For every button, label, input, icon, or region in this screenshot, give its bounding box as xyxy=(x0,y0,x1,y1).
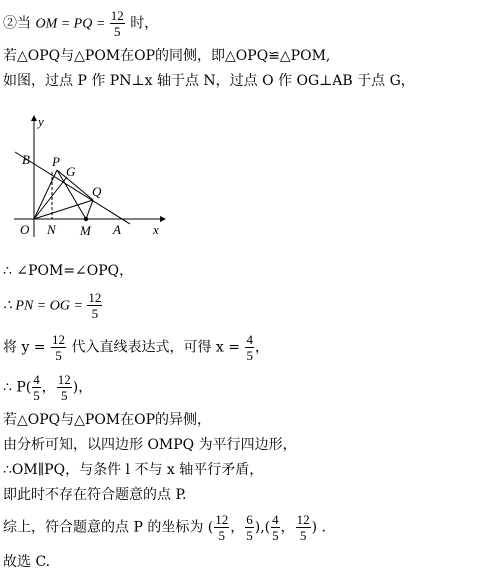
numerator: 12 xyxy=(88,290,102,305)
fraction xyxy=(245,512,254,543)
label-p: P xyxy=(52,154,60,169)
line-7 xyxy=(3,372,92,403)
numerator: 12 xyxy=(57,372,71,387)
label-x: x xyxy=(153,222,159,237)
numerator: 6 xyxy=(246,512,253,527)
label-b: B xyxy=(22,152,30,167)
numerator: 4 xyxy=(33,372,40,387)
line-5 xyxy=(3,290,103,321)
y-axis-arrow xyxy=(31,115,37,121)
x-axis-arrow xyxy=(160,216,166,222)
fraction xyxy=(214,512,229,543)
math-expr: OM = PQ = xyxy=(35,16,109,32)
numerator: 12 xyxy=(110,8,124,23)
text: 代入直线表达式，可得 x = xyxy=(67,339,245,356)
math-expr: ∴ PN = OG = xyxy=(3,298,87,314)
line-3: 如图，过点 P 作 PN⊥x 轴于点 N，过点 O 作 OG⊥AB 于点 G， xyxy=(3,73,415,89)
line-9: 由分析可知，以四边形 OMPQ 为平行四边形， xyxy=(3,437,297,453)
numerator: 12 xyxy=(296,512,310,527)
denominator: 5 xyxy=(218,528,225,543)
text: ) . xyxy=(311,519,326,536)
denominator: 5 xyxy=(114,24,121,39)
fraction xyxy=(110,8,125,39)
fraction xyxy=(296,512,311,543)
label-o: O xyxy=(20,222,30,237)
denominator: 5 xyxy=(61,388,68,403)
fraction xyxy=(271,512,280,543)
line-11: 即此时不存在符合题意的点 P. xyxy=(3,487,187,503)
fraction xyxy=(245,332,254,363)
denominator: 5 xyxy=(299,528,307,543)
text: ),( xyxy=(254,519,271,536)
segment-qm xyxy=(86,200,93,219)
denominator: 5 xyxy=(91,306,99,321)
label-m: M xyxy=(80,223,91,237)
text: 时， xyxy=(125,15,159,32)
fraction xyxy=(57,372,72,403)
text: ， xyxy=(41,379,56,396)
denominator: 5 xyxy=(55,348,62,363)
fraction xyxy=(87,290,102,321)
text: ， xyxy=(280,519,295,536)
line-1 xyxy=(3,8,158,39)
point-m xyxy=(84,217,88,221)
label-q: Q xyxy=(92,184,102,199)
line-4: ∴ ∠POM=∠OPQ， xyxy=(3,263,134,279)
text: ， xyxy=(230,519,245,536)
denominator: 5 xyxy=(272,528,279,543)
line-10: ∴OM∥PQ，与条件 l 不与 x 轴平行矛盾， xyxy=(3,462,264,478)
text: ， xyxy=(254,339,269,356)
numerator: 4 xyxy=(246,332,253,347)
denominator: 5 xyxy=(246,528,253,543)
line-8: 若△OPQ与△POM在OP的异侧， xyxy=(3,412,212,428)
label-n: N xyxy=(47,222,56,237)
label-g: G xyxy=(66,164,76,179)
numerator: 12 xyxy=(52,332,65,347)
text: )， xyxy=(72,379,93,396)
numerator: 4 xyxy=(272,512,279,527)
text: ②当 xyxy=(3,15,36,32)
line-13: 故选 C. xyxy=(3,554,51,570)
text: 将 y = xyxy=(3,339,50,356)
label-y: y xyxy=(38,114,44,129)
fraction xyxy=(32,372,41,403)
line-6 xyxy=(3,332,269,363)
denominator: 5 xyxy=(246,348,253,363)
line-ab xyxy=(15,152,130,224)
text: ∴ P( xyxy=(3,379,32,396)
line-2: 若△OPQ与△POM在OP的同侧，即△OPQ≌△POM, xyxy=(3,48,331,64)
label-a: A xyxy=(113,222,121,237)
line-12 xyxy=(3,512,326,543)
numerator: 12 xyxy=(215,512,229,527)
denominator: 5 xyxy=(33,388,40,403)
text: 综上，符合题意的点 P 的坐标为 ( xyxy=(3,519,214,536)
fraction xyxy=(51,332,66,363)
coordinate-figure xyxy=(10,112,170,237)
